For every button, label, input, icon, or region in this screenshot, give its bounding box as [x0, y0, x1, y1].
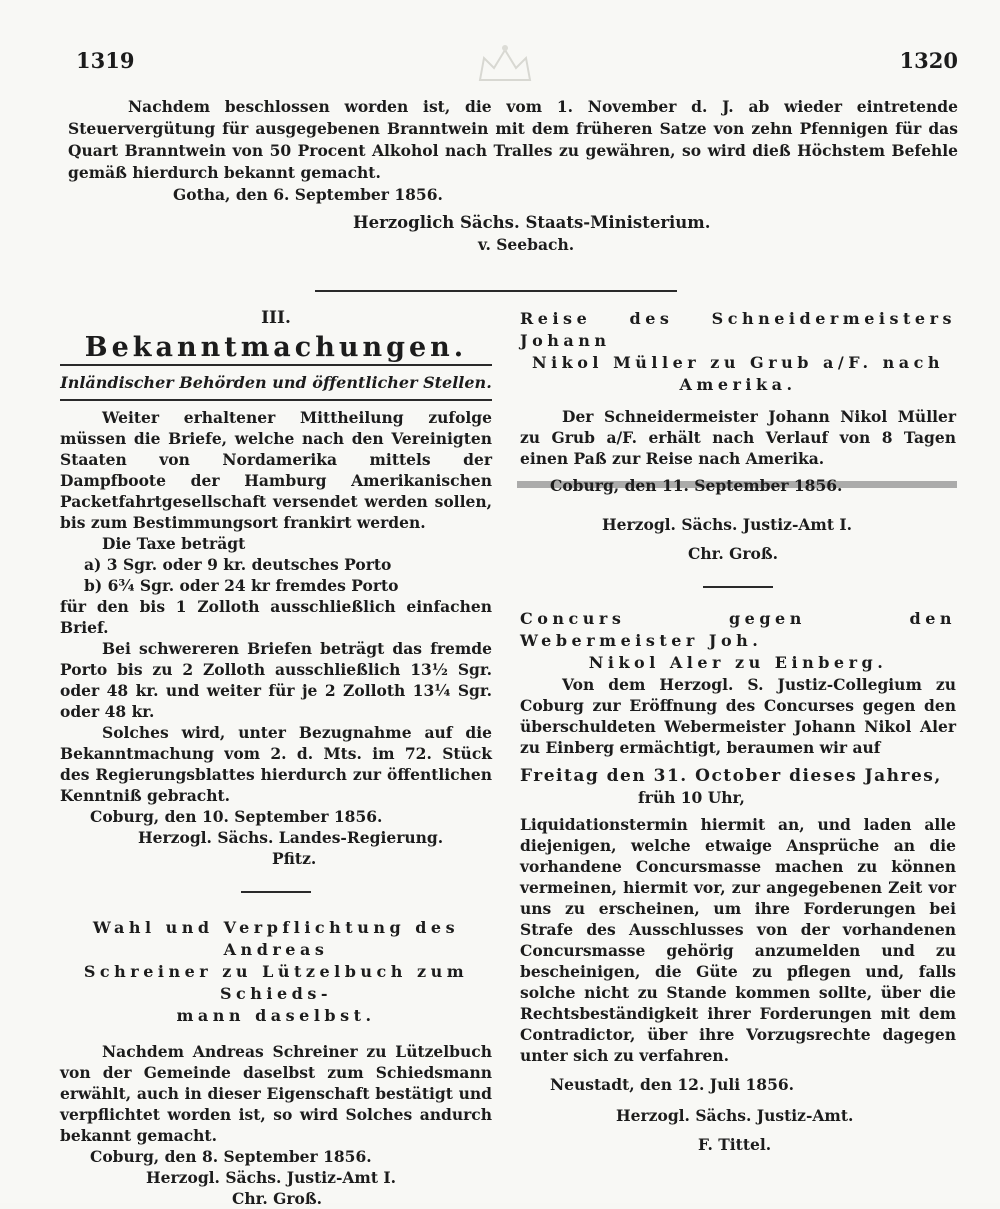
postal-signature: Pfitz. [272, 849, 317, 868]
reise-title-1: Reise des Schneidermeisters Johann [520, 309, 956, 350]
postal-dateline: Coburg, den 10. September 1856. [90, 807, 383, 826]
concurs-paragraph-2: Liquidationstermin hiermit an, und laden alle diejenigen, welche etwaige Ansprüche an die vorhandene Concursmasse machen zu können vermeinen, hiermit vor, zur angegebenen Zeit vor uns zu erscheinen, um ihre Forderungen bei Strafe des Ausschlusses von der vorhandenen Concursmasse gehörig anzumelden und zu bescheinigen, die Güte zu pflegen und, falls solche nicht zu Stande kommen sollte, über die Rechtsbeständigkeit ihrer Forderungen mit dem Contradictor, über ihre Vorzugsrechte dagegen unter sich zu verfahren. [520, 815, 956, 1065]
postal-paragraph-1: Weiter erhaltener Mittheilung zufolge müssen die Briefe, welche nach den Vereinigten Staaten von Nordamerika mittels der Dampfboote der Hamburg Amerikanischen Packetfahrtgesellschaft versendet werden sollen, bis zum Bestimmungsort frankirt werden. [60, 408, 492, 532]
postal-authority: Herzogl. Sächs. Landes-Regierung. [138, 828, 444, 847]
concurs-time: früh 10 Uhr, [638, 788, 745, 807]
section-rule [60, 364, 492, 366]
reise-title-2: Nikol Müller zu Grub a/F. nach [531, 353, 945, 372]
left-dash-divider [241, 891, 311, 893]
postal-rate-a: a) 3 Sgr. oder 9 kr. deutsches Porto [84, 555, 392, 574]
right-dash-divider [703, 586, 773, 588]
reise-text: Der Schneidermeister Johann Nikol Müller zu Grub a/F. erhält nach Verlauf von 8 Tagen einen Paß zur Reise nach Amerika. [520, 407, 956, 468]
top-divider [315, 290, 677, 292]
left-column [60, 308, 492, 1209]
top-authority: Herzoglich Sächs. Staats-Ministerium. [353, 213, 711, 232]
schiedsmann-title-3: mann daselbst. [176, 1006, 376, 1025]
right-column [520, 308, 956, 1155]
section-number: III. [261, 308, 291, 328]
reise-dateline: Coburg, den 11. September 1856. [550, 476, 843, 495]
page-number-left: 1319 [76, 48, 135, 73]
concurs-authority: Herzogl. Sächs. Justiz-Amt. [616, 1106, 854, 1125]
concurs-signature: F. Tittel. [698, 1135, 772, 1154]
concurs-paragraph-1: Von dem Herzogl. S. Justiz-Collegium zu Coburg zur Eröffnung des Concurses gegen den überschuldeten Webermeister Johann Nikol Aler zu Einberg ermächtigt, beraumen wir auf [520, 675, 956, 757]
concurs-title-1: Concurs gegen den Webermeister Joh. [520, 609, 956, 650]
schiedsmann-text: Nachdem Andreas Schreiner zu Lützelbuch von der Gemeinde daselbst zum Schiedsmann erwählt, auch in dieser Eigenschaft bestätigt und verpflichtet worden ist, so wird Solches andurch bekannt gemacht. [60, 1042, 492, 1145]
schiedsmann-title-2: Schreiner zu Lützelbuch zum Schieds- [83, 962, 469, 1003]
postal-paragraph-3: Bei schwereren Briefen beträgt das fremde Porto bis zu 2 Zolloth ausschließlich 13½ Sgr. oder 48 kr. und weiter für je 2 Zolloth 13¼ Sgr. oder 48 kr. [60, 639, 492, 721]
concurs-title-2: Nikol Aler zu Einberg. [588, 653, 888, 672]
schiedsmann-title-1: Wahl und Verpflichtung des Andreas [92, 918, 460, 959]
top-paragraph: Nachdem beschlossen worden ist, die vom 1. November d. J. ab wieder eintretende Steuervergütung für ausgegebenen Branntwein mit dem früheren Satze von zehn Pfennigen für das Quart Branntwein von 50 Procent Alkohol nach Tralles zu gewähren, so wird dieß Höchstem Befehle gemäß hierdurch bekannt gemacht. [68, 97, 958, 182]
schiedsmann-authority: Herzogl. Sächs. Justiz-Amt I. [146, 1168, 397, 1187]
postal-paragraph-2: Die Taxe beträgt [102, 534, 246, 553]
section-title: Bekanntmachungen. [84, 332, 468, 363]
postal-paragraph-4: Solches wird, unter Bezugnahme auf die Bekanntmachung vom 2. d. Mts. im 72. Stück des Regierungsblattes hierdurch zur öffentlichen Kenntniß gebracht. [60, 723, 492, 805]
schiedsmann-dateline: Coburg, den 8. September 1856. [90, 1147, 372, 1166]
top-notice [68, 96, 958, 256]
reise-signature: Chr. Groß. [688, 544, 779, 563]
concurs-date-highlight: Freitag den 31. October dieses Jahres, [520, 766, 942, 786]
reise-authority: Herzogl. Sächs. Justiz-Amt I. [602, 515, 853, 534]
postal-rate-b: b) 6¾ Sgr. oder 24 kr fremdes Porto [84, 576, 399, 595]
crown-icon [470, 40, 540, 86]
concurs-dateline: Neustadt, den 12. Juli 1856. [550, 1075, 795, 1094]
subsection-rule [60, 399, 492, 401]
top-signature: v. Seebach. [478, 235, 575, 254]
postal-rate-note: für den bis 1 Zolloth ausschließlich einfachen Brief. [60, 597, 492, 637]
page-number-right: 1320 [899, 48, 958, 73]
reise-title-3: Amerika. [679, 375, 797, 394]
schiedsmann-signature: Chr. Groß. [232, 1189, 323, 1208]
subsection-title: Inländischer Behörden und öffentlicher Stellen. [60, 373, 492, 392]
top-dateline: Gotha, den 6. September 1856. [173, 185, 443, 204]
